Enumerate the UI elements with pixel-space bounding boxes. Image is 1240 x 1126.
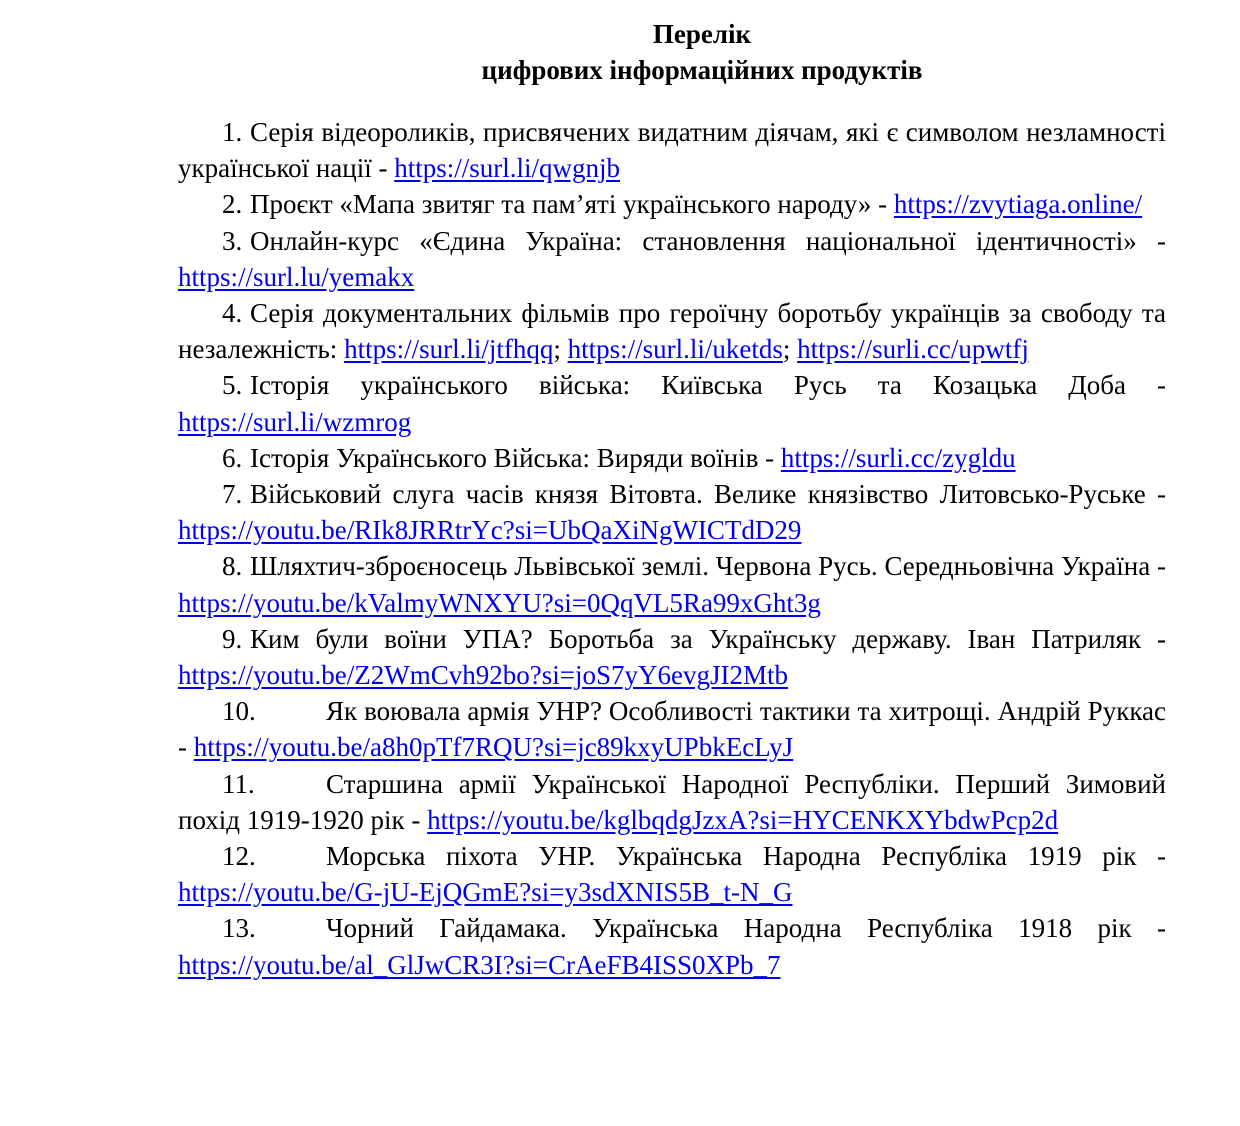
list-item-link[interactable]: https://youtu.be/RIk8JRRtrYc?si=UbQaXiNgWICTdD29 [178,515,802,546]
list-item [178,476,1166,548]
list-item [178,910,1166,982]
list-item-text: Онлайн-курс «Єдина Україна: становлення національної ідентичності» - [250,225,1166,256]
list-item [178,114,1166,186]
list-item-number: 13. [222,913,256,944]
list-item-text: Чорний Гайдамака. Українська Народна Республіка 1918 рік - [326,913,1166,944]
list-item-link[interactable]: https://surl.li/qwgnjb [394,153,621,184]
list-item-text: Серія документальних фільмів про героїчну боротьбу українців за свободу та незалежність: [178,298,1166,365]
list-item-link[interactable]: https://surl.li/wzmrog [178,406,412,437]
list-item-text: Військовий слуга часів князя Вітовта. Велике князівство Литовсько-Руське - [250,479,1166,510]
list-item-link[interactable]: https://surl.lu/yemakx [178,261,415,292]
list-item [178,621,1166,693]
list-item [178,440,1166,476]
list-item-link[interactable]: https://youtu.be/a8h0pTf7RQU?si=jc89kxyUPbkEcLyJ [193,732,794,763]
list-item-text: Шляхтич-зброєносець Львівської землі. Червона Русь. Середньовічна Україна - [250,551,1166,582]
list-item [178,693,1166,765]
list-item-text: Морська піхота УНР. Українська Народна Республіка 1919 рік - [326,841,1166,872]
list-item-number: 8. [222,551,243,582]
list-item [178,766,1166,838]
list-item-link[interactable]: https://youtu.be/al_GlJwCR3I?si=CrAeFB4ISS0XPb_7 [178,949,781,980]
list-item [178,295,1166,367]
list-item-text: Ким були воїни УПА? Боротьба за Українську державу. Іван Патриляк - [250,623,1166,654]
list-item [178,367,1166,439]
list-item-link[interactable]: https://youtu.be/Z2WmCvh92bo?si=joS7yY6evgJI2Mtb [178,660,788,691]
list-item-number: 2. [222,189,243,220]
title-line-1: Перелік [652,19,752,49]
list-item-link[interactable]: https://surl.li/jtfhqq [344,334,554,365]
link-separator: ; [553,334,568,365]
list-item-link[interactable]: https://surli.cc/upwtfj [797,334,1029,365]
document-page [178,16,1166,983]
list-item-link[interactable]: https://youtu.be/kValmyWNXYU?si=0QqVL5Ra99xGht3g [178,587,821,618]
list-item-number: 9. [222,623,243,654]
list-item-number: 12. [222,841,256,872]
list-item-text: Історія українського війська: Київська Русь та Козацька Доба - [250,370,1166,401]
list-item-text: Як воювала армія УНР? Особливості тактики та хитрощі. Андрій Руккас - [178,696,1166,763]
list-item-number: 4. [222,298,243,329]
list-item [178,186,1166,222]
list-item-text: Проєкт «Мапа звитяг та пам’яті українського народу» - [250,189,894,220]
list-item-number: 1. [222,117,243,147]
list-item-link[interactable]: https://youtu.be/G-jU-EjQGmE?si=y3sdXNIS5B_t-N_G [178,877,793,908]
link-separator: ; [782,334,798,365]
list-item [178,223,1166,295]
list-item-number: 6. [222,442,243,473]
list-item-number: 7. [222,479,243,510]
list-item-text: Старшина армії Української Народної Республіки. Перший Зимовий похід 1919-1920 рік - [178,768,1166,835]
list-item-number: 5. [222,370,243,401]
list-item-number: 10. [222,696,256,727]
list-item-text: Історія Українського Війська: Виряди воїнів - [250,442,781,473]
list-item-link[interactable]: https://surli.cc/zygldu [780,442,1016,473]
list-item-link[interactable]: https://youtu.be/kglbqdgJzxA?si=HYCENKXYbdwPcp2d [427,804,1059,835]
list-item-text: Серія відеороликів, присвячених видатним діячам, які є символом незламності української нації - [178,117,1166,184]
list-item-link[interactable]: https://surl.li/uketds [567,334,783,365]
list-item [178,548,1166,620]
document-title [178,16,1166,88]
product-list [178,114,1166,983]
list-item [178,838,1166,910]
list-item-link[interactable]: https://zvytiaga.online/ [893,189,1143,220]
title-line-2: цифрових інформаційних продуктів [481,55,923,85]
list-item-number: 11. [222,768,255,799]
list-item-number: 3. [222,225,243,256]
